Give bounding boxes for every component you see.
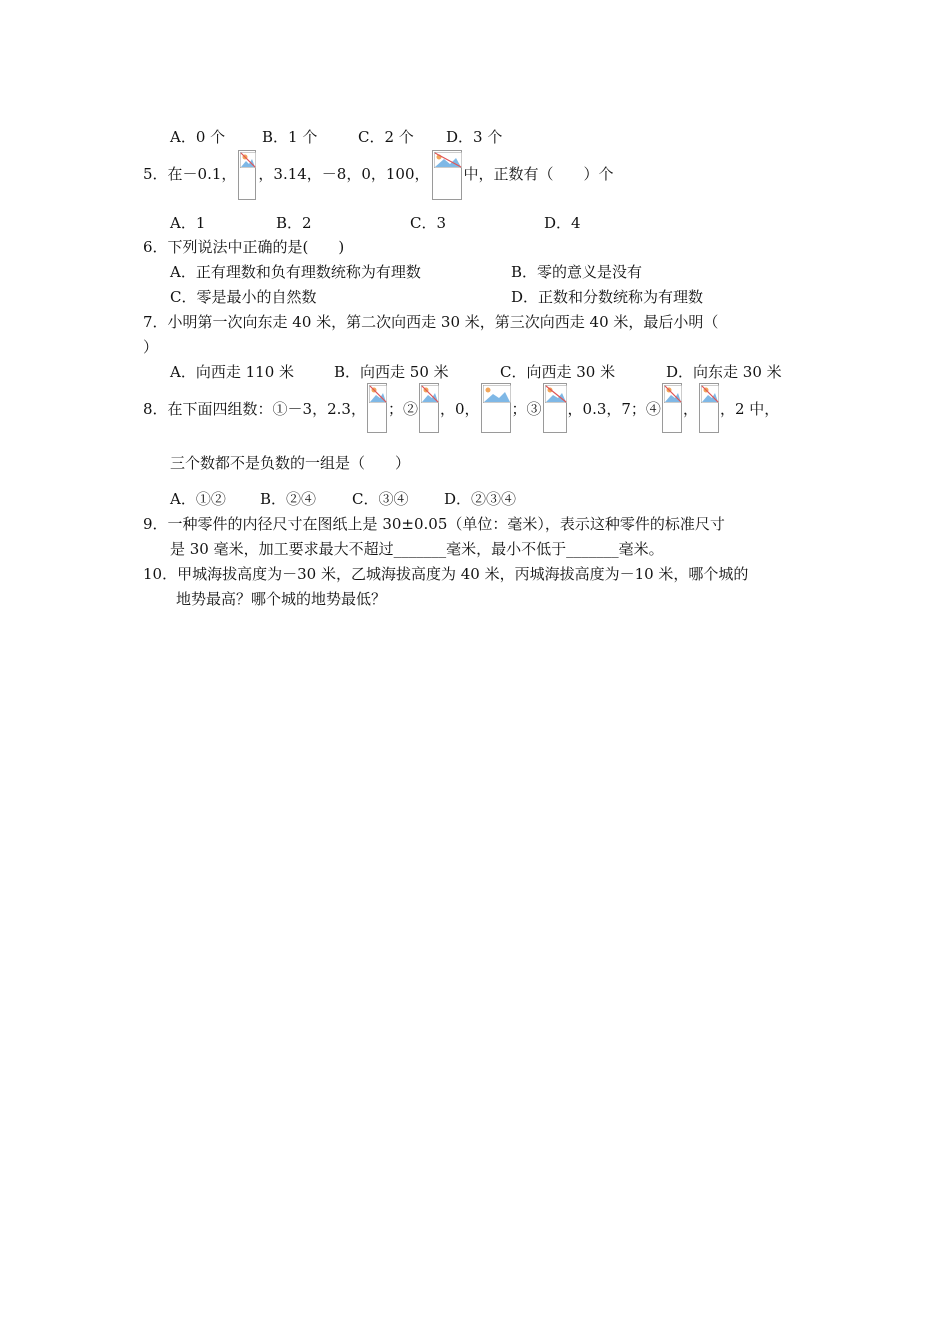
q5-option-c: C．3 bbox=[410, 214, 447, 232]
q8-text-4: ；③ bbox=[511, 400, 542, 418]
q7-option-b: B．向西走 50 米 bbox=[334, 363, 449, 381]
q8-text-7: ，2 中， bbox=[719, 400, 780, 418]
q10-line-1: 10．甲城海拔高度为－30 米，乙城海拔高度为 40 米，丙城海拔高度为－10 米，哪个城的 bbox=[143, 565, 749, 583]
q8-option-a: A．①② bbox=[170, 490, 226, 508]
q5-option-b: B．2 bbox=[276, 214, 312, 232]
broken-image-icon bbox=[543, 383, 567, 433]
q6-option-a: A．正有理数和负有理数统称为有理数 bbox=[170, 263, 421, 281]
q8-stem bbox=[143, 399, 779, 449]
q5-option-a: A．1 bbox=[170, 214, 206, 232]
q8-text-5: ，0.3，7；④ bbox=[567, 400, 661, 418]
broken-image-icon bbox=[367, 383, 387, 433]
q8-text-2: ；② bbox=[387, 400, 418, 418]
q7-option-a: A．向西走 110 米 bbox=[170, 363, 294, 381]
q9-line-2: 是 30 毫米，加工要求最大不超过_______毫米，最小不低于_______毫米。 bbox=[170, 540, 664, 558]
broken-image-icon bbox=[238, 150, 256, 200]
q4-option-b: B．1 个 bbox=[262, 128, 318, 146]
q8-option-d: D．②③④ bbox=[444, 490, 517, 508]
q8-text-6: ， bbox=[682, 400, 698, 418]
broken-image-icon bbox=[419, 383, 439, 433]
q5-option-d: D．4 bbox=[544, 214, 581, 232]
q7-option-d: D．向东走 30 米 bbox=[666, 363, 782, 381]
q8-text-3: ，0， bbox=[439, 400, 480, 418]
q8-stem-2: 三个数都不是负数的一组是（ ） bbox=[170, 454, 411, 472]
q5-text-c: 中，正数有（ ）个 bbox=[463, 165, 614, 183]
q4-option-a: A．0 个 bbox=[170, 128, 226, 146]
broken-image-icon bbox=[699, 383, 719, 433]
q4-option-d: D．3 个 bbox=[446, 128, 503, 146]
q8-option-b: B．②④ bbox=[260, 490, 317, 508]
q5-text-a: 5．在－0.1， bbox=[143, 165, 237, 183]
q6-stem: 6．下列说法中正确的是( ) bbox=[143, 238, 345, 256]
broken-image-icon bbox=[662, 383, 682, 433]
q6-option-b: B．零的意义是没有 bbox=[511, 263, 643, 281]
q8-option-c: C．③④ bbox=[352, 490, 409, 508]
q8-text-1: 8．在下面四组数：①－3，2.3， bbox=[143, 400, 366, 418]
q6-option-d: D．正数和分数统称为有理数 bbox=[511, 288, 704, 306]
broken-image-icon bbox=[432, 150, 462, 200]
q7-option-c: C．向西走 30 米 bbox=[500, 363, 616, 381]
q4-option-c: C．2 个 bbox=[358, 128, 414, 146]
q6-option-c: C．零是最小的自然数 bbox=[170, 288, 317, 306]
q10-line-2: 地势最高？哪个城的地势最低？ bbox=[176, 590, 387, 608]
q7-stem-end: ） bbox=[143, 338, 159, 356]
q5-stem bbox=[143, 164, 614, 214]
broken-image-icon bbox=[481, 383, 511, 433]
q7-stem: 7．小明第一次向东走 40 米，第二次向西走 30 米，第三次向西走 40 米，最后小明（ bbox=[143, 313, 719, 331]
q9-line-1: 9．一种零件的内径尺寸在图纸上是 30±0.05（单位：毫米），表示这种零件的标准尺寸 bbox=[143, 515, 725, 533]
q5-text-b: ，3.14，－8，0，100， bbox=[258, 165, 430, 183]
